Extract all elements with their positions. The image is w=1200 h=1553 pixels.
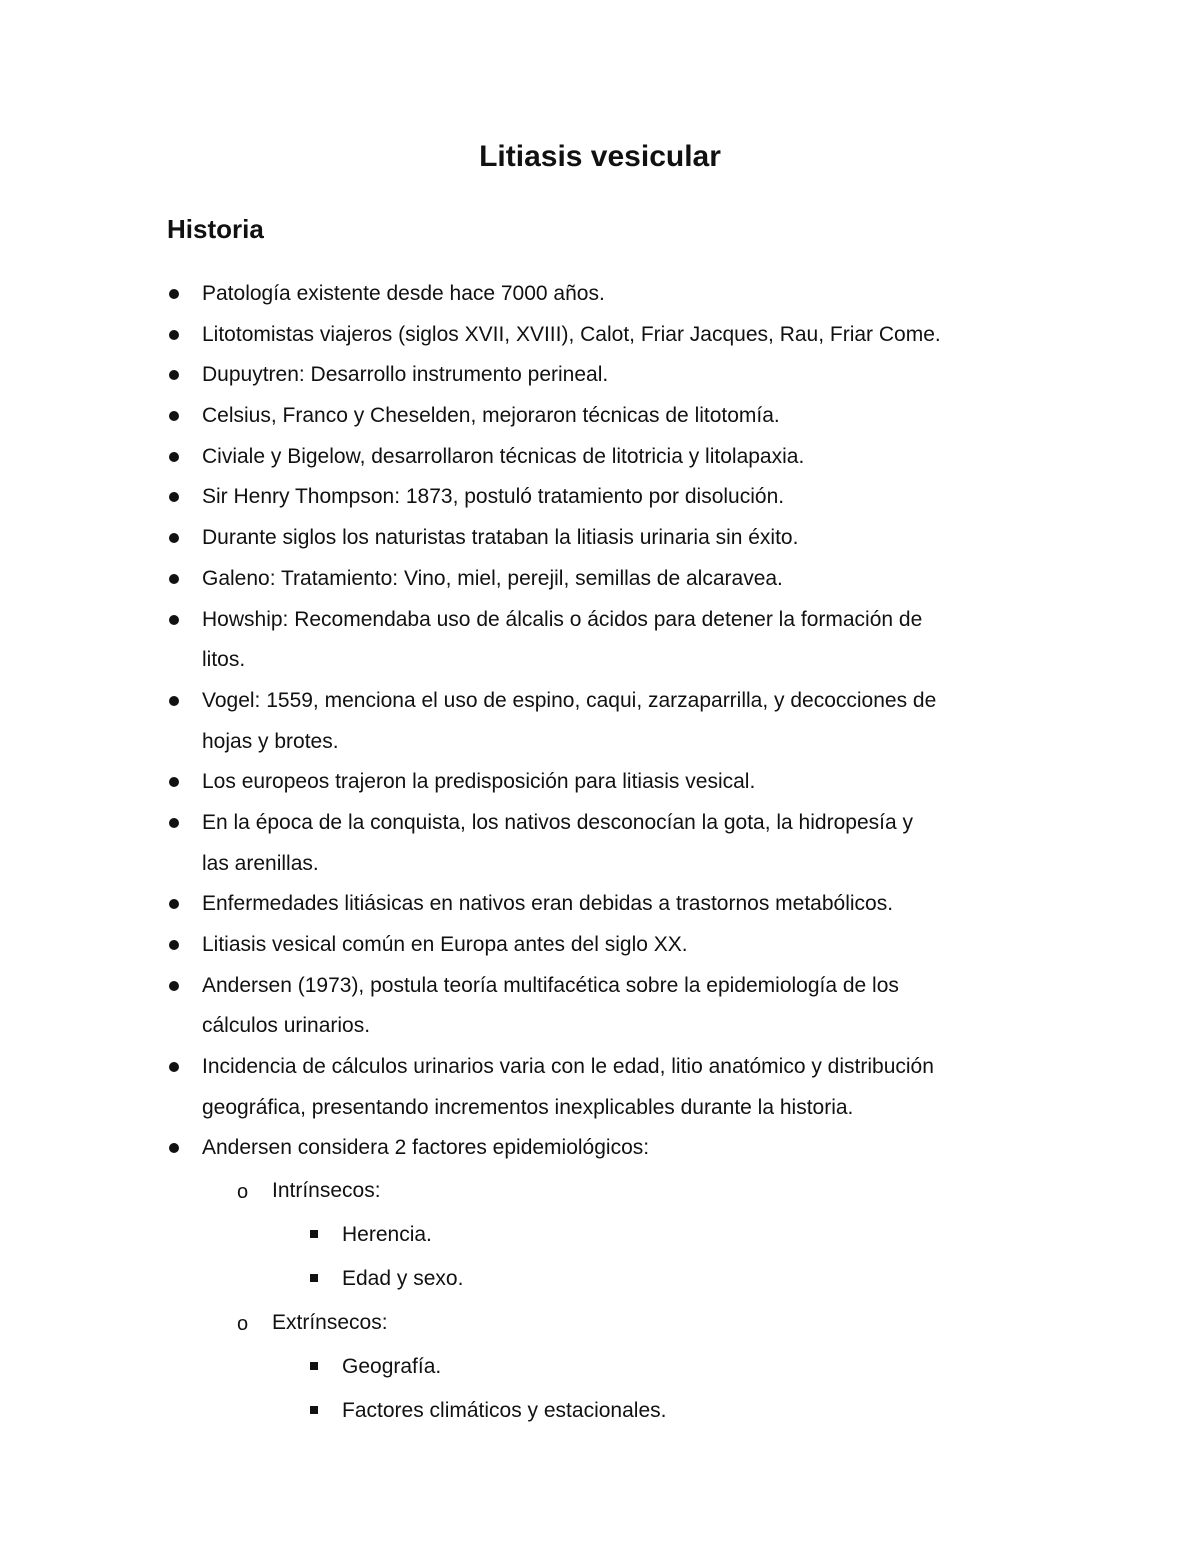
- section-heading-historia: Historia: [167, 214, 264, 244]
- list-item: [0, 315, 1200, 356]
- list-item-text: Herencia.: [342, 1223, 432, 1247]
- bullet-list: [0, 274, 1200, 1433]
- list-item: [0, 1301, 1200, 1345]
- list-item-text: En la época de la conquista, los nativos desconocían la gota, la hidropesía y: [202, 810, 913, 834]
- list-item: [0, 1213, 1200, 1257]
- document-title: Litiasis vesicular: [479, 140, 721, 173]
- list-item: [0, 762, 1200, 803]
- list-item-text: Civiale y Bigelow, desarrollaron técnicas de litotricia y litolapaxia.: [202, 444, 805, 468]
- list-item-text: cálculos urinarios.: [202, 1014, 371, 1038]
- list-item-text: Enfermedades litiásicas en nativos eran debidas a trastornos metabólicos.: [202, 892, 894, 916]
- bullet-disc-icon: [169, 370, 179, 380]
- list-item: [0, 1047, 1200, 1088]
- list-item-text: las arenillas.: [202, 851, 319, 875]
- list-item: [0, 355, 1200, 396]
- list-item-text: Factores climáticos y estacionales.: [342, 1399, 667, 1423]
- list-item-text: Durante siglos los naturistas trataban la litiasis urinaria sin éxito.: [202, 526, 799, 550]
- bullet-disc-icon: [169, 818, 179, 828]
- list-item: [0, 1257, 1200, 1301]
- list-item: [0, 1128, 1200, 1169]
- bullet-square-icon: [310, 1406, 318, 1414]
- list-item-continuation: [0, 722, 1200, 763]
- list-item-text: hojas y brotes.: [202, 729, 339, 753]
- list-item: [0, 803, 1200, 844]
- list-item-continuation: [0, 640, 1200, 681]
- list-item: [0, 966, 1200, 1007]
- bullet-square-icon: [310, 1230, 318, 1238]
- list-item: [0, 600, 1200, 641]
- list-item-text: Vogel: 1559, menciona el uso de espino, caqui, zarzaparrilla, y decocciones de: [202, 688, 937, 712]
- bullet-circle-icon: o: [237, 1181, 249, 1204]
- list-item: [0, 559, 1200, 600]
- bullet-disc-icon: [169, 696, 179, 706]
- list-item-text: Andersen (1973), postula teoría multifacética sobre la epidemiología de los: [202, 973, 899, 997]
- list-item: [0, 1169, 1200, 1213]
- bullet-disc-icon: [169, 492, 179, 502]
- bullet-disc-icon: [169, 452, 179, 462]
- bullet-disc-icon: [169, 981, 179, 991]
- list-item: [0, 437, 1200, 478]
- list-item-text: Litiasis vesical común en Europa antes del siglo XX.: [202, 933, 688, 956]
- bullet-disc-icon: [169, 777, 179, 787]
- list-item: [0, 1389, 1200, 1433]
- bullet-disc-icon: [169, 533, 179, 543]
- list-item-text: Extrínsecos:: [272, 1311, 388, 1335]
- bullet-square-icon: [310, 1274, 318, 1282]
- list-item: [0, 884, 1200, 925]
- list-item-text: geográfica, presentando incrementos inexplicables durante la historia.: [202, 1095, 854, 1119]
- list-item-text: Galeno: Tratamiento: Vino, miel, perejil, semillas de alcaravea.: [202, 566, 783, 590]
- list-item-continuation: [0, 844, 1200, 885]
- list-item-text: Los europeos trajeron la predisposición para litiasis vesical.: [202, 770, 756, 794]
- bullet-disc-icon: [169, 1062, 179, 1072]
- list-item-text: Howship: Recomendaba uso de álcalis o ácidos para detener la formación de: [202, 607, 923, 631]
- list-item-text: Sir Henry Thompson: 1873, postuló tratamiento por disolución.: [202, 485, 785, 509]
- list-item: [0, 925, 1200, 966]
- list-item-text: Litotomistas viajeros (siglos XVII, XVIII), Calot, Friar Jacques, Rau, Friar Come.: [202, 322, 941, 346]
- list-item-text: Edad y sexo.: [342, 1267, 464, 1291]
- bullet-disc-icon: [169, 940, 179, 950]
- list-item: [0, 274, 1200, 315]
- list-item-text: litos.: [202, 648, 246, 672]
- bullet-disc-icon: [169, 574, 179, 584]
- list-item-text: Geografía.: [342, 1355, 442, 1379]
- bullet-square-icon: [310, 1362, 318, 1370]
- list-item-continuation: [0, 1088, 1200, 1129]
- list-item: [0, 396, 1200, 437]
- list-item-text: Patología existente desde hace 7000 años.: [202, 282, 605, 305]
- list-item-text: Incidencia de cálculos urinarios varia con le edad, litio anatómico y distribución: [202, 1055, 934, 1079]
- list-item: [0, 477, 1200, 518]
- bullet-disc-icon: [169, 330, 179, 340]
- bullet-disc-icon: [169, 289, 179, 299]
- list-item-text: Andersen considera 2 factores epidemiológicos:: [202, 1136, 650, 1160]
- bullet-disc-icon: [169, 411, 179, 421]
- list-item: [0, 681, 1200, 722]
- list-item: [0, 518, 1200, 559]
- list-item-text: Intrínsecos:: [272, 1179, 381, 1203]
- list-item-text: Dupuytren: Desarrollo instrumento perineal.: [202, 363, 609, 387]
- bullet-disc-icon: [169, 1143, 179, 1153]
- bullet-circle-icon: o: [237, 1313, 249, 1336]
- list-item: [0, 1345, 1200, 1389]
- list-item-text: Celsius, Franco y Cheselden, mejoraron técnicas de litotomía.: [202, 404, 780, 428]
- bullet-disc-icon: [169, 899, 179, 909]
- bullet-disc-icon: [169, 615, 179, 625]
- list-item-continuation: [0, 1006, 1200, 1047]
